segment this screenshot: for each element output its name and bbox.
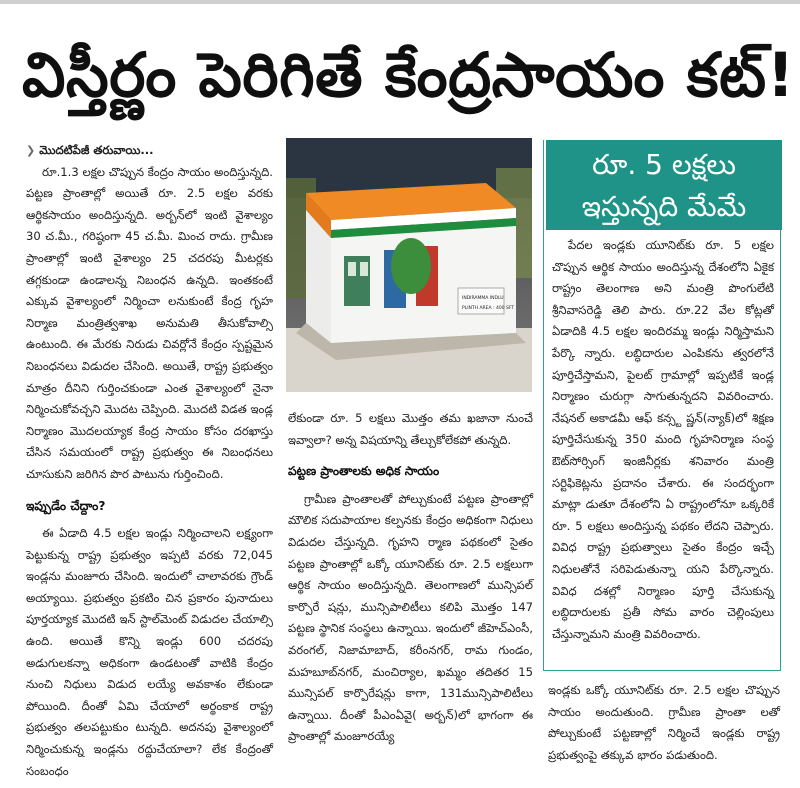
house-model-photo [286, 138, 532, 392]
column-2 [288, 408, 533, 754]
plaque-title: INDIRAMMA INDLU [462, 296, 504, 301]
house-model-illustration [286, 138, 532, 392]
plaque-area: PLINTH AREA : 400 SFT [462, 306, 515, 311]
callout-banner [546, 140, 782, 230]
paragraph: గ్రామీణ ప్రాంతాలతో పోల్చుకుంటే పట్టణ ప్రాంతాల్లో మౌలిక సదుపాయాల కల్పనకు కేంద్రం అధికంగా నిధులు విడుదల చేస్తున్నది. గృహని ర్మాణ పథకంలో సైతం పట్టణ ప్రాంతాల్లో ఒక్కో యూనిట్‌కు రూ. 2.5 లక్షలుగా ఆర్థిక సాయం అందిస్తున్నది. తెలంగాణలో మున్సిపల్ కార్పొరే షన్లు, మున్సిపాలిటీలు కలిపి మొత్తం 147 పట్టణ స్థానిక సంస్థలు ఉన్నాయి. ఇందులో జీహెచ్ఎంసీ, వరంగల్, నిజామాబాద్, కరీంనగర్, రామ గుండం, మహబూబ్‌నగర్, మంచిర్యాల, ఖమ్మం తదితర 15 మున్సిపల్ కార్పొరేషన్లు కాగా, 131మున్సిపాలిటీలు ఉన్నాయి. దీంతో పీఎంఏవై( అర్బన్)లో భాగంగా ఈ ప్రాంతాల్లో మంజూరయ్యే [288, 491, 533, 744]
callout-line-1: రూ. 5 లక్షలు [592, 148, 736, 181]
paragraph: ఈ ఏడాది 4.5 లక్షల ఇండ్లు నిర్మించాలని లక్ష్యంగా పెట్టుకున్న రాష్ట్ర ప్రభుత్వం ఇప్పటి వరకు 72,045 ఇండ్లను మంజూరు చేసింది. ఇందులో చాలావరకు గ్రౌండ్ అయ్యాయి. ప్రభుత్వం ప్రకటిం చిన ప్రకారం పునాదులు పూర్తయ్యాక మొదటి ఇన్ స్టాల్‌మెంట్ విడుదల చేయాల్సి ఉంది. అయితే కొన్ని ఇండ్లు 600 చదరపు అడుగులకన్నా అధికంగా ఉండటంతో వాటికి కేంద్రం నుంచి నిధులు విడుద లయ్యే అవకాశం లేకుండా పోయింది. దీంతో ఏమి చేయాలో అర్థంకాక రాష్ట్ర ప్రభుత్వం తలపట్టుకుం టున్నది. అదనపు వైశాల్యంలో నిర్మించుకున్న ఇండ్లను రద్దుచేయాలా? లేక కేంద్రంతో సంబంధం [26, 526, 273, 778]
chevron-right-icon: ❯ [26, 144, 36, 157]
subheading: పట్టణ ప్రాంతాలకు అధిక సాయం [288, 464, 440, 479]
headline: విస్తీర్ణం పెరిగితే కేంద్రసాయం కట్! [22, 40, 795, 111]
paragraph: లేకుండా రూ. 5 లక్షలు మొత్తం తమ ఖజానా నుంచే ఇవ్వాలా? అన్న విషయాన్ని తేల్చుకోలేకపో తున్నది. [288, 411, 533, 447]
paragraph: పేదల ఇండ్లకు యూనిట్‌కు రూ. 5 లక్షల చొప్పున ఆర్థిక సాయం అందిస్తున్న దేశంలోని ఏకైక రాష్ట్రం తెలంగాణ అని మంత్రి పొంగులేటి శ్రీనివాసరెడ్డి తెలి పారు. రూ.22 వేల కోట్లతో ఏడాదికి 4.5 లక్షల ఇందిరమ్మ ఇండ్లు నిర్మిస్తామని పేర్కొ న్నారు. లబ్ధిదారుల ఎంపికను త్వరలోనే పూర్తిచేస్తామని, పైలట్ గ్రామాల్లో ఇప్పటికే ఇండ్ల నిర్మాణం చురుగ్గా సాగుతున్నదని వివరించారు. నేషనల్ అకాడమీ ఆఫ్ కన్స్ట ష్ణన్(న్యాక్)లో శిక్షణ పూర్తిచేసుకున్న 350 మంది గృహనిర్మాణ సంస్థ ఔట్‌సోర్సింగ్ ఇంజినీర్లకు శనివారం మంత్రి సర్టిఫికెట్లను ప్రదానం చేశారు. ఈ సందర్భంగా మాట్లా డుతూ దేశంలోని ఏ రాష్ట్రంలోనూ ఒక్కరికే రూ. 5 లక్షలు అందిస్తున్న పథకం లేదని చెప్పారు. వివిధ రాష్ట్ర ప్రభుత్వాలు సైతం కేంద్రం ఇచ్చే నిధులతోనే సరిపెడుతున్నా యని పేర్కొన్నారు. వివిధ దశల్లో నిర్మాణం పూర్తి చేసుకున్న లబ్ధిదారులకు ప్రతీ సోమ వారం చెల్లింపులు చేస్తున్నామని మంత్రి వివరించారు. [552, 238, 774, 641]
callout-line-2: ఇస్తున్నది మేమే [581, 190, 747, 223]
paragraph: రూ.1.3 లక్షల చొప్పున కేంద్రం సాయం అందిస్తున్నది. పట్టణ ప్రాంతాల్లో అయితే రూ. 2.5 లక్షల వరకు ఆర్థికసాయం అందిస్తున్నది. అర్బన్‌లో ఇంటి వైశాల్యం 30 చ.మీ., గరిష్ఠంగా 45 చ.మీ. మించ రాదు. గ్రామీణ ప్రాంతాల్లో ఇంటి వైశాల్యం 25 చదరపు మీటర్లకు తగ్గకుండా ఉండాలన్న నిబంధన ఉన్నది. ఇంతకంటే ఎక్కువ వైశాల్యంలో నిర్మించా లనుకుంటే కేంద్ర గృహ నిర్మాణ మంత్రిత్వశాఖ అనుమతి తీసుకోవాల్సి ఉంటుంది. ఈ మేరకు నిరుడు చివర్లోనే కేంద్రం స్పష్టమైన నిబంధనలు విడుదల చేసింది. అయితే, రాష్ట్ర ప్రభుత్వం మాత్రం దీనిని గుర్తించకుండా ఎంత వైశాల్యంలో నైనా నిర్మించుకోవచ్చని మొదట చెప్పింది. మొదటి విడత ఇండ్ల నిర్మాణం మొదలయ్యాక కేంద్ర సాయం కోసం దరఖాస్తు చేసిన సమయంలో రాష్ట్ర ప్రభుత్వం ఈ నిబంధనలు చూసుకుని జరిగిన పొర పాటును గుర్తించింది. [26, 164, 273, 481]
top-rule [0, 0, 800, 4]
column-3-sidebar [552, 235, 774, 651]
subheading: ఇప్పుడేం చేద్దాం? [26, 498, 106, 513]
continued-from-front-page [26, 140, 273, 162]
continued-label: మొదటిపేజీ తరువాయి... [39, 143, 154, 157]
column-1 [26, 140, 273, 788]
column-3-continuation [548, 680, 780, 772]
paragraph: ఇండ్లకు ఒక్కో యూనిట్‌కు రూ. 2.5 లక్షల చొప్పున సాయం అందుతుంది. గ్రామీణ ప్రాంతా లతో పోల్చుకుంటే పట్టణాల్లో నిర్మించే ఇండ్లకు రాష్ట్ర ప్రభుత్వంపై తక్కువ భారం పడుతుంది. [548, 683, 780, 762]
